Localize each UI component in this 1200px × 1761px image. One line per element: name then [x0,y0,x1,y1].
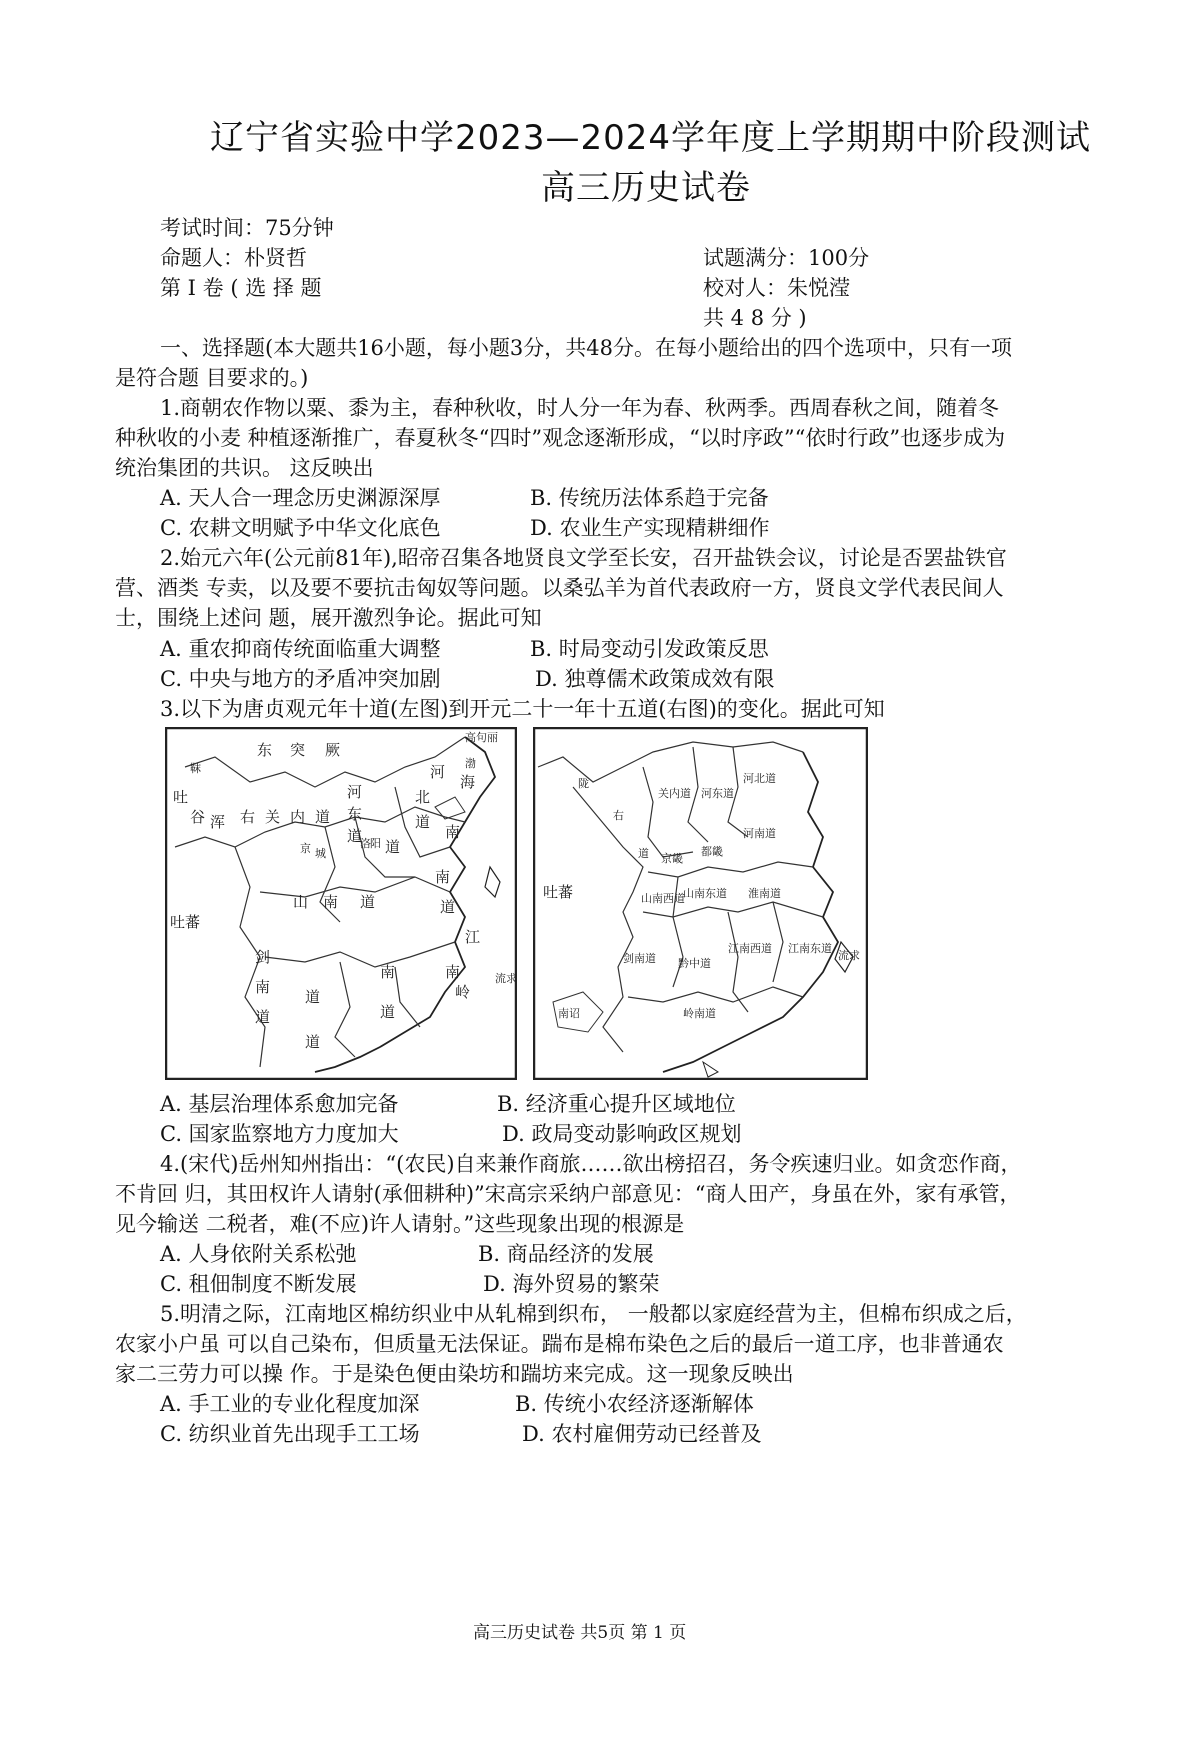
option-b: B. 商品经济的发展 [478,1242,654,1266]
map-label: 山南西道 [641,892,685,905]
option-b: B. 传统小农经济逐渐解体 [515,1392,754,1416]
map-label: 道 [255,1008,271,1026]
map-label: 流求 [495,972,517,985]
question-line: 家二三劳力可以操 作。于是染色便由染坊和踹坊来完成。这一现象反映出 [115,1362,794,1386]
option-a: A. 人身依附关系松弛 [160,1242,357,1266]
question-line: 4.(宋代)岳州知州指出：“(农民)自来兼作商旅……欲出榜招召，务令疾速归业。如贪恋作商， [160,1152,1022,1176]
map-label: 南 [435,868,451,886]
map-label: 渤 [465,757,476,770]
option-d: D. 农村雇佣劳动已经普及 [522,1422,762,1446]
part-label: 第 I 卷 ( 选 择 题 [160,276,322,300]
section-intro-line2: 是符合题 目要求的。) [115,366,309,390]
map-label: 道 [440,898,456,916]
question-line: 种秋收的小麦 种植逐渐推广，春夏秋冬“四时”观念逐渐形成，“以时序政”“依时行政”也逐步成为 [115,426,1006,450]
map-label: 吐 [173,788,189,806]
map-label: 右 [613,809,624,822]
map-label: 江 [465,928,481,946]
map-label: 道 [347,827,363,845]
question-line: 5.明清之际，江南地区棉纺织业中从轧棉到织布， 一般都以家庭经营为主，但棉布织成之后， [160,1302,1027,1326]
map-label: 河 [430,763,446,781]
map-label: 关内道 [658,787,691,800]
map-label: 岭南道 [683,1007,716,1020]
map-label: 道 [380,1003,396,1021]
map-label: 海 [460,773,476,791]
question-line: 不肯回 归，其田权许人请射(承佃耕种)”宋高宗采纳户部意见：“商人田产，身虽在外，家有承管， [115,1182,1021,1206]
map-label: 江南东道 [788,942,832,955]
map-label: 城 [315,847,326,860]
map-label: 吐蕃 [543,883,574,901]
map-label: 南 [255,978,271,996]
map-label: 江南西道 [728,942,772,955]
map-label: 厥 [325,741,341,759]
map-label: 山南东道 [683,887,727,900]
question-line: 统治集团的共识。 这反映出 [115,456,374,480]
map-label: 阳 [370,837,381,850]
map-label: 流求 [838,949,860,962]
map-label: 道 [305,1033,321,1051]
option-c: C. 中央与地方的矛盾冲突加剧 [160,667,441,691]
map-label: 东 [257,741,273,759]
part-total: 共 4 8 分 ) [703,306,807,330]
map-label: 河北道 [743,772,776,785]
option-a: A. 天人合一理念历史渊源深厚 [160,486,441,510]
map-label: 河 [347,783,363,801]
map-label: 京畿 [661,852,683,865]
map-label: 南 [445,963,461,981]
map-label: 河南道 [743,827,776,840]
full-score: 试题满分：100分 [703,246,870,270]
map-label: 浑 [210,813,226,831]
option-d: D. 政局变动影响政区规划 [502,1122,742,1146]
map-label: 剑南道 [623,952,656,965]
proofreader: 校对人：朱悦滢 [703,276,850,300]
map-label: 内 [290,808,306,826]
page-subtitle: 高三历史试卷 [541,168,751,208]
map-label: 谷 [190,808,206,826]
map-label: 道 [305,988,321,1006]
option-b: B. 经济重心提升区域地位 [497,1092,736,1116]
map-label: 剑 [255,948,271,966]
map-label: 黔中道 [678,957,711,970]
map-label: 北 [415,788,431,806]
question-line: 2.始元六年(公元前81年),昭帝召集各地贤良文学至长安，召开盐铁会议，讨论是否罢盐铁官 [160,546,1007,570]
map-label: 淮南道 [748,887,781,900]
question-line: 农家小户虽 可以自己染布，但质量无法保证。踹布是棉布染色之后的最后一道工序，也非普通农 [115,1332,1004,1356]
page-title: 辽宁省实验中学2023—2024学年度上学期期中阶段测试 [210,118,1092,158]
map-left-svg [165,727,517,1080]
question-line: 营、酒类 专卖，以及要不要抗击匈奴等问题。以桑弘羊为首代表政府一方，贤良文学代表民间人 [115,576,1004,600]
section-intro-line1: 一、选择题(本大题共16小题，每小题3分，共48分。在每小题给出的四个选项中，只有一项 [160,336,1012,360]
option-a: A. 重农抑商传统面临重大调整 [160,637,441,661]
map-label: 京 [300,842,311,855]
option-a: A. 手工业的专业化程度加深 [160,1392,420,1416]
option-c: C. 国家监察地方力度加大 [160,1122,399,1146]
map-right [533,727,868,1080]
map-label: 东 [347,805,363,823]
map-label: 吐蕃 [170,913,201,931]
map-label: 南 [380,963,396,981]
option-c: C. 租佃制度不断发展 [160,1272,357,1296]
option-b: B. 传统历法体系趋于完备 [530,486,769,510]
map-label: 道 [385,838,401,856]
map-label: 河东道 [701,787,734,800]
map-label: 南诏 [558,1007,580,1020]
option-c: C. 纺织业首先出现手工工场 [160,1422,420,1446]
map-label: 道 [415,813,431,831]
map-label: 右 [240,808,256,826]
map-left [165,727,517,1080]
question-line: 见今输送 二税者，难(不应)许人请射。”这些现象出现的根源是 [115,1212,685,1236]
map-label: 陇 [578,777,589,790]
map-label: 南 [445,823,461,841]
map-label: 突 [290,741,306,759]
map-label: 道 [360,893,376,911]
map-label: 道 [638,847,649,860]
exam-time: 考试时间：75分钟 [160,216,334,240]
map-right-svg [533,727,868,1080]
option-a: A. 基层治理体系愈加完备 [160,1092,399,1116]
option-c: C. 农耕文明赋予中华文化底色 [160,516,441,540]
map-label: 高句丽 [465,731,498,744]
page-footer: 高三历史试卷 共5页 第 1 页 [473,1623,687,1643]
map-label: 关 [265,808,281,826]
question-line: 3.以下为唐贞观元年十道(左图)到开元二十一年十五道(右图)的变化。据此可知 [160,697,885,721]
map-label: 靺 [190,762,201,775]
option-b: B. 时局变动引发政策反思 [530,637,769,661]
author: 命题人：朴贤哲 [160,246,307,270]
option-d: D. 独尊儒术政策成效有限 [535,667,775,691]
map-label: 道 [315,808,331,826]
map-label: 南 [323,893,339,911]
question-line: 士，围绕上述问 题，展开激烈争论。据此可知 [115,606,542,630]
option-d: D. 农业生产实现精耕细作 [530,516,770,540]
option-d: D. 海外贸易的繁荣 [483,1272,660,1296]
map-label: 岭 [455,983,471,1001]
map-label: 洛 [360,837,371,850]
map-label: 都畿 [701,845,723,858]
question-line: 1.商朝农作物以粟、黍为主，春种秋收，时人分一年为春、秋两季。西周春秋之间，随着冬 [160,396,1000,420]
map-label: 山 [293,893,309,911]
